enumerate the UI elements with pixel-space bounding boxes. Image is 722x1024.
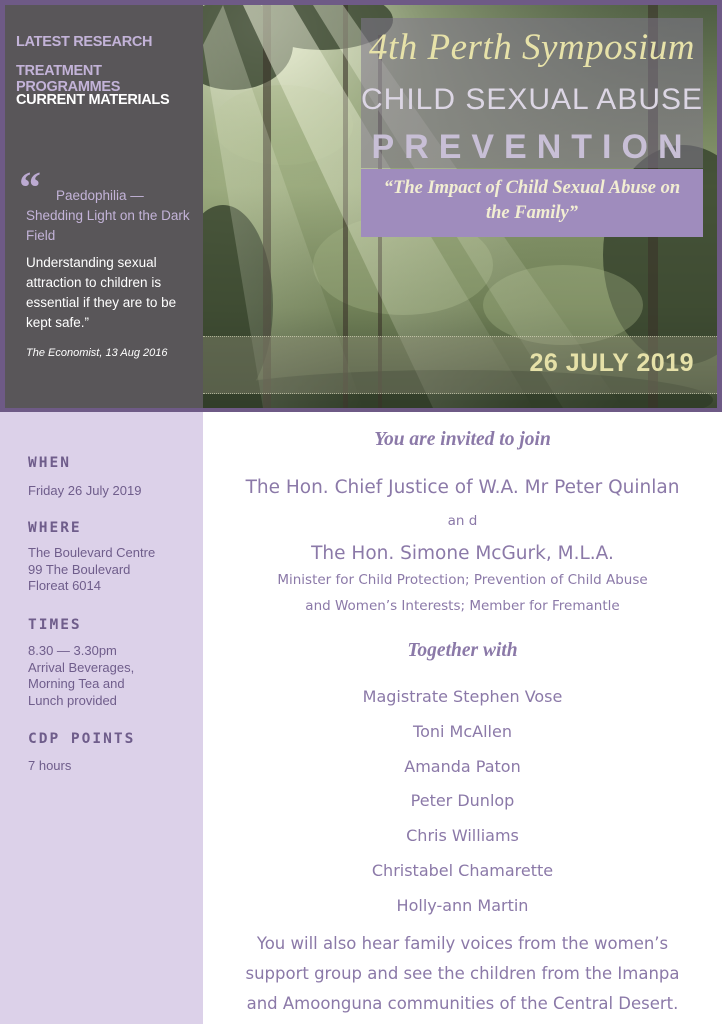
quote-source: The Economist, 13 Aug 2016 [26, 347, 168, 359]
title-line-prevention: PREVENTION [371, 128, 693, 166]
cdp-points-label: CDP POINTS [28, 731, 136, 747]
details-sidebar [0, 412, 203, 1024]
speaker-item: Amanda Paton [404, 756, 521, 776]
speaker-item: Chris Williams [406, 826, 519, 846]
invited-heading: You are invited to join [374, 429, 551, 450]
where-label: WHERE [28, 520, 82, 536]
times-line: 8.30 — 3.30pm [28, 643, 117, 658]
where-line: The Boulevard Centre [28, 545, 156, 560]
cdp-points-value: 7 hours [28, 758, 72, 773]
when-value: Friday 26 July 2019 [28, 483, 142, 498]
speaker-item: Toni McAllen [413, 721, 512, 741]
guest-minister-role-line: Minister for Child Protection; Prevention of Child Abuse [277, 572, 648, 588]
times-label: TIMES [28, 617, 82, 633]
closing-line: support group and see the children from the Imanpa [245, 964, 680, 983]
nav-treatment-programmes[interactable]: TREATMENT PROGRAMMES [16, 63, 121, 95]
together-with-heading: Together with [407, 640, 518, 661]
where-line: 99 The Boulevard [28, 561, 131, 577]
times-details [28, 643, 198, 709]
nav-latest-research[interactable]: LATEST RESEARCH [16, 34, 153, 50]
speaker-item: Holly-ann Martin [396, 895, 529, 915]
and-connector: an d [447, 513, 478, 529]
closing-paragraph [203, 929, 722, 1019]
where-line: Floreat 6014 [28, 578, 101, 593]
guest-minister: The Hon. Simone McGurk, M.L.A. [311, 543, 614, 564]
symposium-subtitle: “The Impact of Child Sexual Abuse on the Family” [383, 178, 681, 223]
closing-line: You will also hear family voices from the women’s [256, 934, 669, 953]
quote-body: Understanding sexual attraction to children is essential if they are to be kept safe.” [26, 255, 177, 330]
nav-current-materials[interactable]: CURRENT MATERIALS [16, 92, 170, 108]
event-date: 26 JULY 2019 [529, 349, 694, 377]
guest-minister-role-line: and Women’s Interests; Member for Fremantle [305, 598, 620, 614]
speaker-item: Magistrate Stephen Vose [362, 687, 563, 706]
sidebar-panel-top [5, 5, 203, 408]
quote-mark-icon: “ [19, 163, 41, 212]
guest-chief-justice: The Hon. Chief Justice of W.A. Mr Peter Quinlan [245, 477, 680, 498]
speaker-list [203, 683, 722, 927]
symposium-title: 4th Perth Symposium [368, 27, 696, 68]
times-line: Arrival Beverages, [28, 659, 135, 675]
when-label: WHEN [28, 455, 71, 471]
times-line: Lunch provided [28, 692, 117, 708]
speaker-item: Peter Dunlop [410, 791, 515, 811]
speaker-item: Christabel Chamarette [371, 860, 554, 880]
times-line: Morning Tea and [28, 676, 125, 691]
closing-line: and Amoonguna communities of the Central Desert. [246, 994, 679, 1013]
title-line-child-sexual-abuse: CHILD SEXUAL ABUSE [361, 83, 704, 116]
where-address [28, 545, 198, 595]
quote-heading: Paedophilia — Shedding Light on the Dark Field [26, 188, 190, 243]
